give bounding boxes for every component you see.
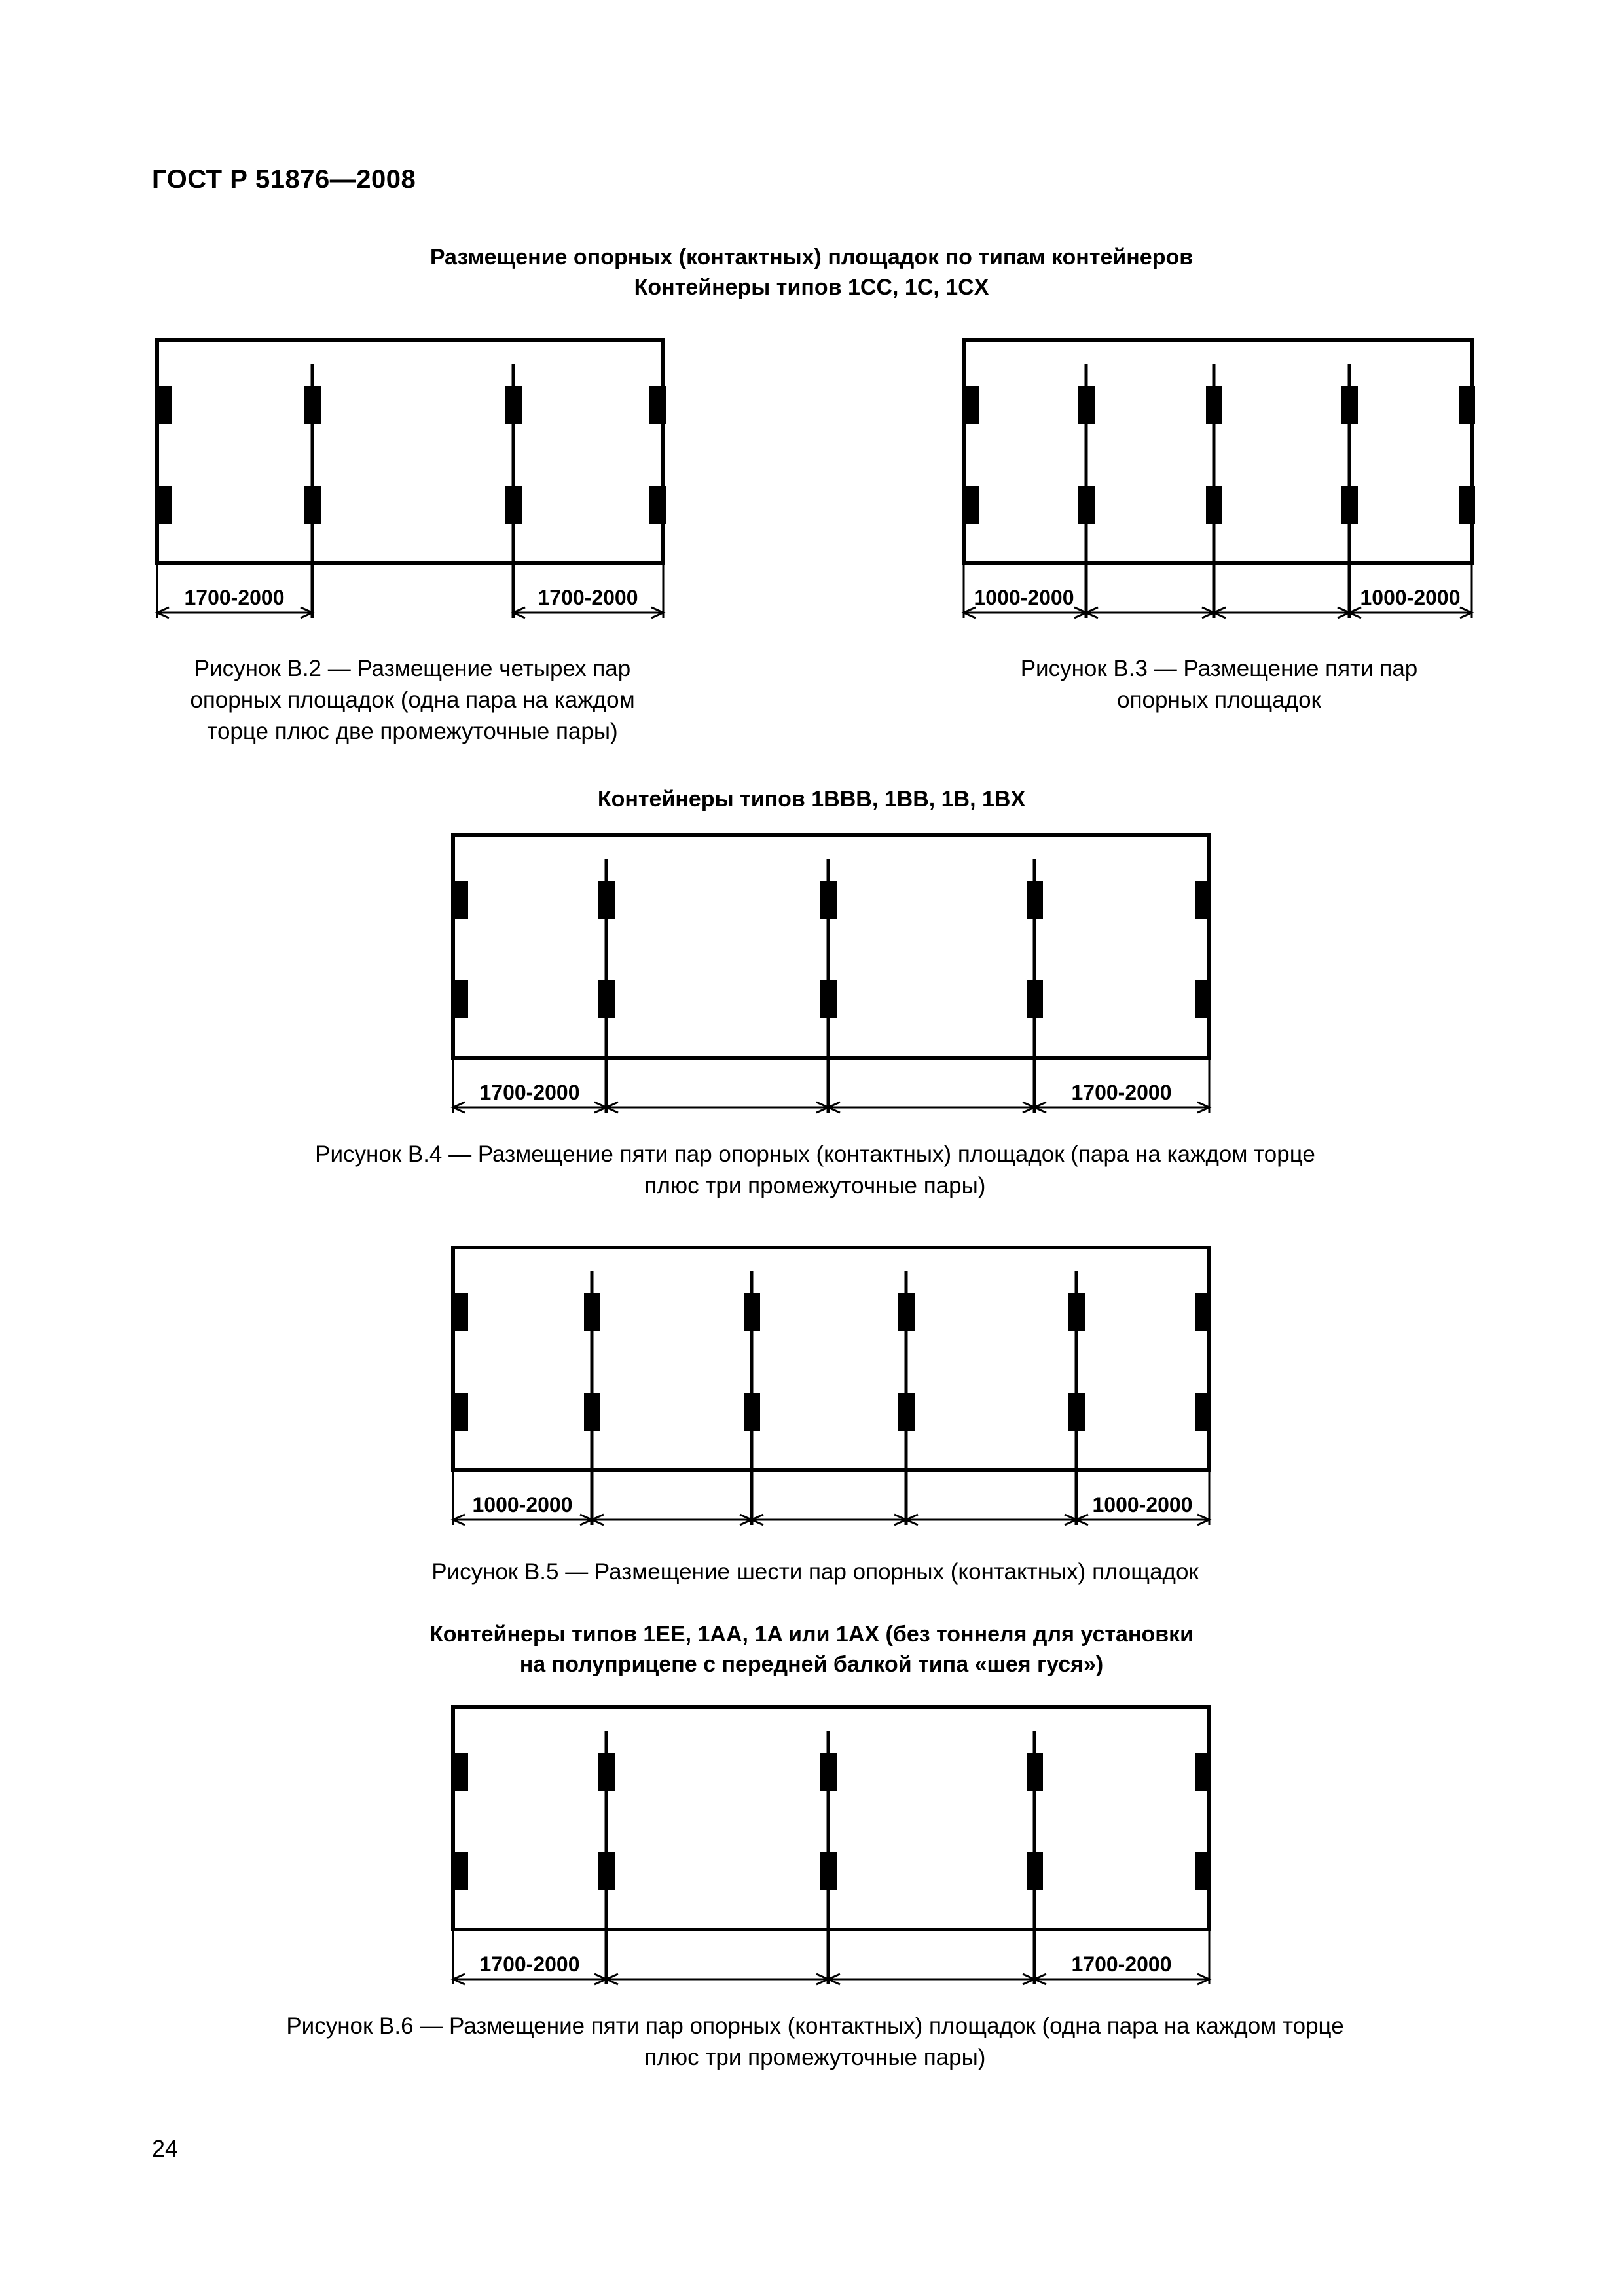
dimension-label-left: 1000-2000: [974, 586, 1074, 609]
figure-b6-diagram: [447, 1703, 1219, 2004]
support-pads: [452, 1293, 1211, 1431]
figure-b4-diagram: [447, 831, 1219, 1132]
support-pads: [452, 881, 1211, 1018]
page-number: 24: [152, 2135, 179, 2162]
container-outline: [453, 1247, 1209, 1470]
figure-b3-diagram: [957, 336, 1481, 637]
support-pads: [962, 386, 1475, 524]
support-pads: [156, 386, 666, 524]
dimension-label-right: 1700-2000: [1071, 1952, 1172, 1976]
figure-b5-caption: Рисунок В.5 — Размещение шести пар опорных (контактных) площадок: [431, 1559, 1199, 1585]
container-outline: [964, 340, 1472, 563]
section-title: Размещение опорных (контактных) площадок по типам контейнеров: [429, 245, 1194, 270]
dimension-label-right: 1000-2000: [1360, 586, 1461, 609]
support-pads: [452, 1753, 1211, 1890]
figure-b2-diagram: [151, 336, 674, 637]
subtitle-1a-containers-line1: Контейнеры типов 1EE, 1AA, 1A или 1AX (без тоннеля для установки: [429, 1622, 1194, 1647]
container-outline: [453, 1707, 1209, 1929]
document-header: ГОСТ Р 51876—2008: [152, 165, 416, 194]
dimension-label-left: 1700-2000: [479, 1952, 580, 1976]
figure-b4-caption: Рисунок В.4 — Размещение пяти пар опорных (контактных) площадок (пара на каждом торце плюс три промежуточные пары): [315, 1141, 1315, 1198]
dimension-label-left: 1000-2000: [472, 1493, 573, 1516]
figure-b2-caption: Рисунок В.2 — Размещение четырех пар опорных площадок (одна пара на каждом торце плюс две промежуточные пары): [190, 656, 635, 744]
dimension-label-right: 1700-2000: [1071, 1081, 1172, 1104]
figure-b5-diagram: [447, 1244, 1219, 1545]
dimension-label-right: 1700-2000: [538, 586, 638, 609]
dimension-label-right: 1000-2000: [1092, 1493, 1193, 1516]
dimension-label-left: 1700-2000: [479, 1081, 580, 1104]
intermediate-axes: [312, 364, 513, 618]
container-outline: [453, 835, 1209, 1058]
intermediate-axes: [592, 1271, 1076, 1525]
subtitle-1b-containers: Контейнеры типов 1BBB, 1BB, 1B, 1BX: [597, 787, 1026, 812]
figure-b3-caption: Рисунок В.3 — Размещение пяти пар опорных площадок: [1020, 656, 1418, 713]
container-outline: [157, 340, 663, 563]
figure-b6-caption: Рисунок В.6 — Размещение пяти пар опорных (контактных) площадок (одна пара на каждом торце плюс три промежуточные пары): [286, 2013, 1344, 2070]
dimension-label-left: 1700-2000: [184, 586, 285, 609]
subtitle-1a-containers-line2: на полуприцепе с передней балкой типа «шея гуся»): [519, 1652, 1104, 1677]
subtitle-1c-containers: Контейнеры типов 1CC, 1C, 1CX: [634, 275, 989, 300]
